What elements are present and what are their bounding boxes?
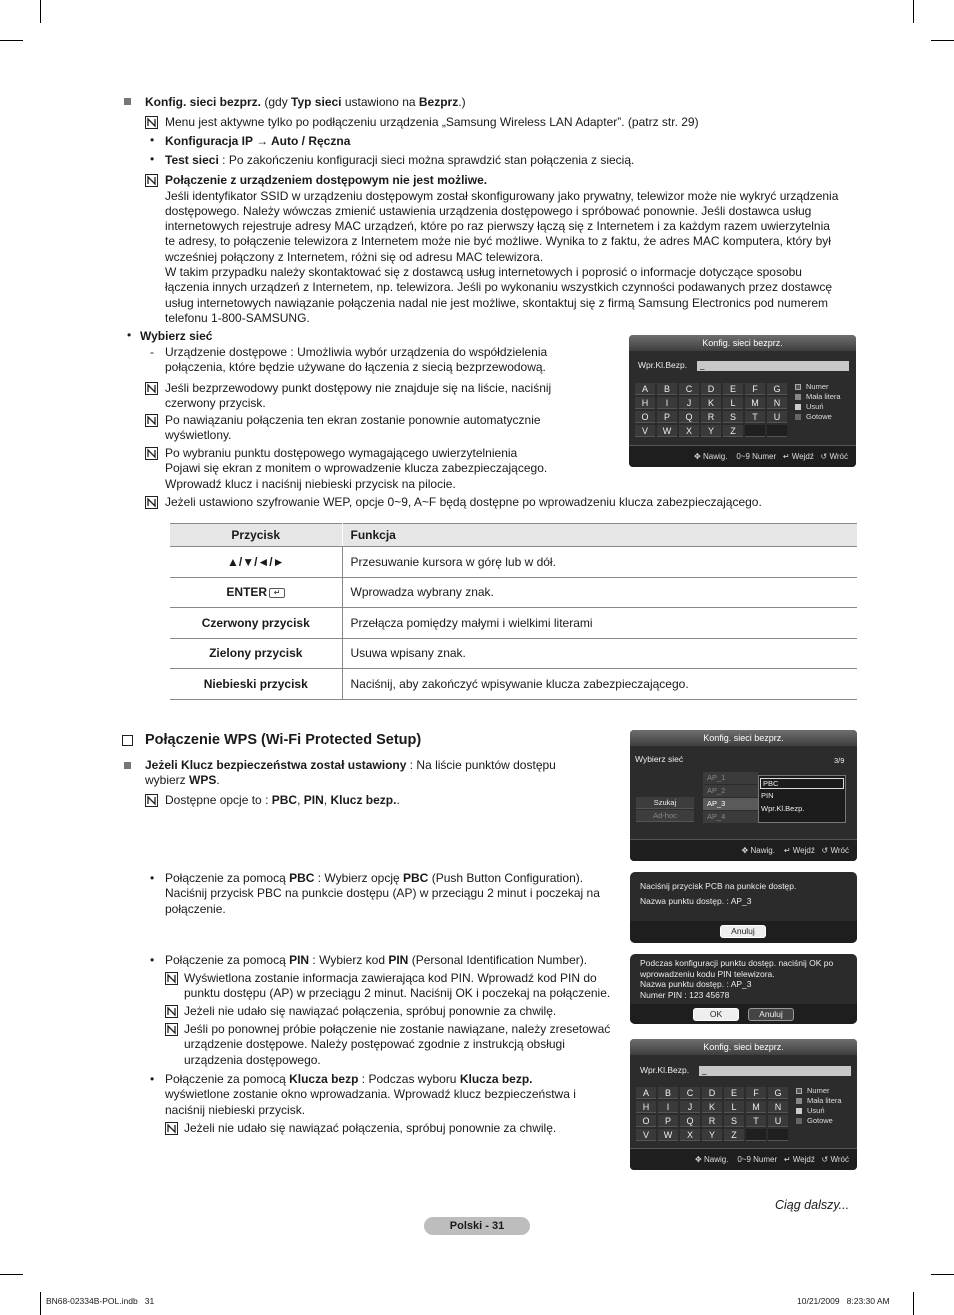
note-icon — [145, 794, 158, 807]
note-auth-line: Wprowadź klucz i naciśnij niebieski przycisk na pilocie. — [165, 476, 456, 491]
note-icon — [145, 447, 158, 460]
key-field-label: Wpr.Kl.Bezp. — [638, 360, 688, 370]
key-m[interactable]: M — [745, 397, 765, 409]
green-button-icon — [796, 1108, 802, 1114]
table-cell-func: Przełącza pomiędzy małymi i wielkimi literami — [342, 608, 857, 639]
key-line — [165, 1072, 533, 1087]
wps-intro-wps: WPS — [189, 773, 217, 788]
key-t[interactable]: T — [745, 411, 765, 423]
note-connection-line: wcześniej połączony z Internetem, różni się od adresu MAC telewizora. — [165, 249, 544, 264]
key-blank — [768, 1129, 788, 1141]
pbc-e: (Push Button Configuration). — [428, 871, 584, 885]
wps-intro-rest: : Na liście punktów dostępu — [406, 758, 556, 772]
table-row — [170, 608, 857, 639]
key-x[interactable]: X — [679, 425, 699, 437]
note-ap-line: Jeśli bezprzewodowy punkt dostępowy nie znajduje się na liście, naciśnij — [165, 381, 552, 395]
screen-title: Konfig. sieci bezprz. — [630, 730, 857, 746]
legend-item: Numer — [806, 382, 829, 391]
key-n[interactable]: N — [767, 397, 787, 409]
footer-num: Numer — [753, 1155, 778, 1164]
print-file-info: BN68-02334B-POL.indb 31 — [46, 1296, 155, 1306]
key-i[interactable]: I — [658, 1101, 678, 1113]
print-date-info: 10/21/2009 8:23:30 AM — [797, 1296, 890, 1306]
note-icon — [145, 496, 158, 509]
ap-list-item-selected[interactable]: AP_3 — [703, 798, 758, 810]
footer-enter: Wejdź — [792, 1155, 815, 1164]
key-v[interactable]: V — [635, 425, 655, 437]
dialog-pin-line: wprowadzeniu kodu PIN telewizora. — [640, 968, 775, 979]
key-o[interactable]: O — [635, 411, 655, 423]
table-cell-func: Wprowadza wybrany znak. — [342, 577, 857, 608]
note-connection-line: usług internetowych nawiązanie połączenia nadal nie jest możliwe, skontaktuj się z firmą Samsung Electronics pod numerem — [165, 295, 828, 310]
note-connection-line: Jeśli identyfikator SSID w urządzeniu dostępowym został skonfigurowany jako prywatny, telewizor może nie wykryć urządzenia — [165, 188, 839, 203]
pbc-d: PBC — [403, 871, 429, 885]
bullet-test-label: Test sieci — [165, 153, 219, 167]
key-field-input[interactable]: _ — [699, 1066, 851, 1076]
legend-item: Numer — [807, 1086, 830, 1095]
key-b[interactable]: B — [658, 1087, 678, 1099]
note-reconnect-line: wyświetlony. — [165, 428, 232, 443]
note-icon — [165, 1005, 178, 1018]
footer-nav: Nawig. — [750, 846, 775, 855]
legend-item: Gotowe — [807, 1116, 833, 1125]
number-keys-icon: 0~9 — [736, 452, 750, 461]
header-typ: Typ sieci — [291, 95, 342, 109]
key-b-text: Klucza bezp — [289, 1072, 359, 1086]
crop-mark — [913, 0, 914, 23]
screen-footer — [630, 1148, 857, 1170]
table-cell-key — [170, 577, 342, 608]
pin-e: (Personal Identification Number). — [408, 953, 588, 967]
key-q[interactable]: Q — [680, 1115, 700, 1127]
key-d-text: Klucza bezp. — [459, 1072, 533, 1086]
pin-note2: Jeżeli nie udało się nawiązać połączenia, spróbuj ponownie za chwilę. — [184, 1004, 557, 1018]
table-row — [170, 577, 857, 608]
pin-note3-line: urządzenia dostępowego. — [184, 1052, 321, 1067]
key-u[interactable]: U — [768, 1115, 788, 1127]
menu-item-key[interactable]: Wpr.Kl.Bezp. — [761, 804, 805, 813]
note-adapter: Menu jest aktywne tylko po podłączeniu urządzenia „Samsung Wireless LAN Adapter”. (patrz str. 29) — [165, 115, 699, 129]
enter-icon: ↵ — [783, 1155, 791, 1164]
red-button-icon — [795, 394, 801, 400]
cancel-button[interactable]: Anuluj — [748, 1008, 794, 1021]
note-connection-line: internetowych rejestruje adresy MAC urządzeń, które po raz pierwszy łączą się z Internetem i za każdym razem uwierzytelnia — [165, 219, 830, 234]
table-cell-key: Niebieski przycisk — [170, 669, 342, 700]
bullet-dot: • — [150, 953, 155, 967]
blue-button-icon — [795, 414, 801, 420]
pbc-c: : Wybierz opcję — [314, 871, 404, 885]
wps-intro-dot: . — [216, 773, 220, 788]
return-icon: ↺ — [820, 452, 828, 461]
header-end: .) — [458, 95, 466, 109]
pbc-b: PBC — [289, 871, 315, 885]
nav-icon: ✥ — [694, 452, 701, 461]
table-row — [170, 547, 857, 578]
header-mid2: ustawiono na — [341, 95, 419, 109]
option-key: Klucz bezp. — [330, 793, 397, 807]
crop-mark — [0, 1274, 23, 1275]
bullet-test-text: : Po zakończeniu konfiguracji sieci można sprawdzić stan połączenia z siecią. — [218, 153, 635, 167]
option-pin: PIN — [303, 793, 324, 807]
key-d[interactable]: D — [701, 383, 721, 395]
table-cell-func: Przesuwanie kursora w górę lub w dół. — [342, 547, 857, 578]
key-y[interactable]: Y — [702, 1129, 722, 1141]
number-key-icon — [795, 384, 801, 390]
footer-enter: Wejdź — [791, 452, 814, 461]
bullet-dot: • — [150, 871, 155, 885]
screen-title: Konfig. sieci bezprz. — [630, 1039, 857, 1055]
dash-line: Urządzenie dostępowe : Umożliwia wybór urządzenia do współdzielenia — [165, 345, 548, 359]
screen-title: Konfig. sieci bezprz. — [629, 335, 856, 351]
section-checkbox-icon — [122, 735, 133, 746]
note-connection-title: Połączenie z urządzeniem dostępowym nie jest możliwe. — [165, 173, 488, 187]
key-r[interactable]: R — [701, 411, 721, 423]
key-i[interactable]: I — [657, 397, 677, 409]
red-button-icon — [796, 1098, 802, 1104]
footer-back: Wróć — [829, 452, 848, 461]
pin-c: : Wybierz kod — [309, 953, 389, 967]
note-icon — [165, 1023, 178, 1036]
key-s[interactable]: S — [723, 411, 743, 423]
note-connection-line: telefonu 1-800-SAMSUNG. — [165, 310, 310, 325]
key-l[interactable]: L — [723, 397, 743, 409]
key-r[interactable]: R — [702, 1115, 722, 1127]
key-l[interactable]: L — [724, 1101, 744, 1113]
header-val: Bezprz — [418, 95, 459, 109]
key-v[interactable]: V — [636, 1129, 656, 1141]
note-connection-line: łączenia innych urządzeń z Internetem, np. telewizora. Jeśli po wykonaniu wszystkich czynności podawanych przez dostawcę — [165, 280, 832, 295]
key-m[interactable]: M — [746, 1101, 766, 1113]
key-t[interactable]: T — [746, 1115, 766, 1127]
page-indicator: 3/9 — [834, 756, 845, 765]
pin-note3-line: urządzenie dostępowe. Należy postępować zgodnie z instrukcją obsługi — [184, 1037, 565, 1052]
key-h[interactable]: H — [635, 397, 655, 409]
key-a[interactable]: A — [636, 1087, 656, 1099]
dialog-pbc-line: Nazwa punktu dostęp. : AP_3 — [640, 896, 752, 906]
key-k[interactable]: K — [702, 1101, 722, 1113]
tv-screen-select-network — [630, 730, 857, 861]
tv-screen-keyboard-2 — [630, 1039, 857, 1170]
keyboard-legend — [795, 382, 841, 422]
return-icon: ↺ — [821, 1155, 829, 1164]
key-z[interactable]: Z — [724, 1129, 744, 1141]
key-field-input[interactable]: _ — [697, 361, 849, 371]
key-z[interactable]: Z — [723, 425, 743, 437]
key-s[interactable]: S — [724, 1115, 744, 1127]
wps-section-title: Połączenie WPS (Wi-Fi Protected Setup) — [145, 732, 422, 748]
crop-mark — [0, 40, 23, 41]
square-bullet-icon — [124, 98, 131, 105]
note-auth-line: Po wybraniu punktu dostępowego wymagającego uwierzytelnienia — [165, 446, 518, 460]
wps-popup-menu — [758, 775, 846, 823]
pbc-desc-line: Naciśnij przycisk PBC na punkcie dostępu (AP) w przeciągu 2 minut i poczekaj na — [165, 886, 600, 901]
continued-label: Ciąg dalszy... — [775, 1198, 850, 1212]
key-b[interactable]: B — [657, 383, 677, 395]
key-blank — [767, 425, 787, 437]
pin-line — [165, 953, 587, 968]
bullet-dot: • — [150, 133, 155, 147]
bullet-dot: • — [127, 328, 132, 342]
key-p[interactable]: P — [657, 411, 677, 423]
note-connection-line: te adresy, to połączenie telewizora z Internetem może nie być możliwe. Wynika to z faktu, że adres MAC komputera, który był — [165, 234, 831, 249]
key-x[interactable]: X — [680, 1129, 700, 1141]
footer-enter: Wejdź — [792, 846, 815, 855]
number-key-icon — [796, 1088, 802, 1094]
bullet-test — [165, 153, 634, 168]
screen-footer — [629, 445, 856, 467]
pbc-line — [165, 871, 583, 886]
key-blank — [745, 425, 765, 437]
key-n[interactable]: N — [768, 1101, 788, 1113]
legend-item: Mała litera — [807, 1096, 842, 1105]
key-u[interactable]: U — [767, 411, 787, 423]
wps-options: Dostępne opcje to : PBC, PIN, Klucz bezp.. — [165, 793, 400, 807]
table-header-row — [170, 524, 857, 547]
note-reconnect-line: Po nawiązaniu połączenia ten ekran zostanie ponownie automatycznie — [165, 413, 541, 427]
key-w[interactable]: W — [657, 425, 677, 437]
note-icon — [145, 116, 158, 129]
table-cell-key: Czerwony przycisk — [170, 608, 342, 639]
note-auth-line: Pojawi się ekran z monitem o wprowadzenie klucza zabezpieczającego. — [165, 461, 548, 476]
note-icon — [145, 414, 158, 427]
ap-list-item[interactable]: AP_4 — [703, 811, 758, 823]
key-desc-line: naciśnij niebieski przycisk. — [165, 1102, 306, 1117]
nav-icon: ✥ — [695, 1155, 702, 1164]
legend-item: Mała litera — [806, 392, 841, 401]
header-label: Konfig. sieci bezprz. — [145, 95, 262, 109]
enter-icon: ↵ — [782, 452, 790, 461]
page-number-badge: Polski - 31 — [424, 1217, 530, 1235]
header-mid: (gdy — [261, 95, 292, 109]
crop-mark — [931, 40, 954, 41]
table-cell-func: Naciśnij, aby zakończyć wpisywanie klucza zabezpieczającego. — [342, 669, 857, 700]
crop-mark — [931, 1274, 954, 1275]
note-wep: Jeżeli ustawiono szyfrowanie WEP, opcje 0~9, A~F będą dostępne po wprowadzeniu klucza zabezpieczającego. — [165, 495, 762, 509]
key-d[interactable]: D — [702, 1087, 722, 1099]
note-connection-line: W takim przypadku należy skontaktować się z dostawcą usług internetowych i poprosić o informacje dotyczące sposobu — [165, 265, 802, 279]
note-icon — [165, 972, 178, 985]
crop-mark — [40, 1292, 41, 1315]
footer-back: Wróć — [830, 846, 849, 855]
ok-button[interactable]: OK — [693, 1008, 739, 1021]
ap-list-item[interactable]: AP_2 — [703, 785, 758, 797]
crop-mark — [40, 0, 41, 23]
key-note: Jeżeli nie udało się nawiązać połączenia, spróbuj ponownie za chwilę. — [184, 1121, 557, 1135]
menu-item-pin[interactable]: PIN — [761, 791, 774, 800]
adhoc-button[interactable]: Ad-hoc — [636, 810, 694, 822]
pin-note3-line: Jeśli po ponownej próbie połączenie nie zostanie nawiązane, należy zresetować — [184, 1022, 611, 1036]
table-cell-key: Zielony przycisk — [170, 638, 342, 669]
key-j[interactable]: J — [680, 1101, 700, 1113]
dialog-pbc-line: Naciśnij przycisk PCB na punkcie dostęp. — [640, 881, 797, 891]
return-icon: ↺ — [821, 846, 829, 855]
wps-intro-line2 — [145, 773, 220, 788]
key-g[interactable]: G — [768, 1087, 788, 1099]
ap-list-item[interactable]: AP_1 — [703, 772, 758, 784]
dash-line: połączenia, które będzie używane do łączenia z siecią bezprzewodową. — [165, 360, 546, 375]
note-icon — [165, 1122, 178, 1135]
key-a-text: Połączenie za pomocą — [165, 1072, 290, 1086]
pin-d: PIN — [388, 953, 409, 967]
table-header: Funkcja — [342, 524, 857, 547]
key-h[interactable]: H — [636, 1101, 656, 1113]
table-cell-key: ▲/▼/◄/► — [170, 547, 342, 578]
key-o[interactable]: O — [636, 1115, 656, 1127]
key-a[interactable]: A — [635, 383, 655, 395]
table-row — [170, 638, 857, 669]
search-button[interactable]: Szukaj — [636, 797, 694, 809]
keyboard-legend — [796, 1086, 842, 1126]
note-connection-line: dostępowego. Należy wówczas zmienić ustawienia urządzenia dostępowego i spróbować ponownie. Jeśli dostawca usług — [165, 203, 812, 218]
key-desc-line: wyświetlone zostanie okno wprowadzania. Wprowadź klucz bezpieczeństwa i — [165, 1087, 576, 1102]
key-c-text: : Podczas wyboru — [358, 1072, 460, 1086]
dialog-pin-line: Nazwa punktu dostęp. : AP_3 — [640, 979, 752, 989]
pin-b: PIN — [289, 953, 310, 967]
section1-header — [145, 95, 466, 110]
key-q[interactable]: Q — [679, 411, 699, 423]
number-keys-icon: 0~9 — [737, 1155, 751, 1164]
pin-note1-line: Wyświetlona zostanie informacja zawierająca kod PIN. Wprowadź kod PIN do — [184, 971, 597, 985]
wps-intro-bold: Jeżeli Klucz bezpieczeństwa został ustawiony — [145, 758, 407, 772]
bullet-dot: • — [150, 1072, 155, 1086]
key-p[interactable]: P — [658, 1115, 678, 1127]
pin-a: Połączenie za pomocą — [165, 953, 290, 967]
note-icon — [145, 382, 158, 395]
footer-nav: Nawig. — [702, 452, 728, 461]
key-f[interactable]: F — [746, 1087, 766, 1099]
key-y[interactable]: Y — [701, 425, 721, 437]
menu-item-pbc[interactable]: PBC — [760, 778, 844, 789]
footer-nav: Nawig. — [703, 1155, 729, 1164]
enter-key-label: ENTER — [226, 585, 268, 600]
bullet-ip-config: Konfiguracja IP → Auto / Ręczna — [165, 134, 351, 148]
enter-key-icon: ↵ — [269, 588, 285, 598]
dialog-bar — [630, 1004, 857, 1024]
table-row — [170, 669, 857, 700]
table-header: Przycisk — [170, 524, 342, 547]
dialog-pin-line: Numer PIN : 123 45678 — [640, 989, 730, 1000]
pbc-desc-line: połączenie. — [165, 901, 226, 916]
nav-icon: ✥ — [741, 846, 749, 855]
green-button-icon — [795, 404, 801, 410]
note-ap-line: czerwony przycisk. — [165, 396, 266, 411]
footer-num: Numer — [752, 452, 777, 461]
table-cell-func: Usuwa wpisany znak. — [342, 638, 857, 669]
key-f[interactable]: F — [745, 383, 765, 395]
footer-back: Wróć — [830, 1155, 849, 1164]
key-w[interactable]: W — [658, 1129, 678, 1141]
wybierz-title: Wybierz sieć — [140, 329, 213, 343]
options-prefix: Dostępne opcje to : — [165, 793, 272, 807]
key-k[interactable]: K — [701, 397, 721, 409]
legend-item: Usuń — [806, 402, 824, 411]
key-blank — [746, 1129, 766, 1141]
square-bullet-icon — [124, 762, 131, 769]
legend-item: Gotowe — [806, 412, 832, 421]
enter-icon: ↵ — [783, 846, 791, 855]
key-g[interactable]: G — [767, 383, 787, 395]
blue-button-icon — [796, 1118, 802, 1124]
key-field-label: Wpr.Kl.Bezp. — [640, 1065, 690, 1075]
crop-mark — [913, 1292, 914, 1315]
dash: - — [150, 345, 154, 359]
cancel-button[interactable]: Anuluj — [720, 925, 766, 938]
button-function-table — [170, 523, 857, 700]
screen-footer — [630, 839, 857, 861]
key-e[interactable]: E — [723, 383, 743, 395]
legend-item: Usuń — [807, 1106, 825, 1115]
wps-intro-text: wybierz — [145, 773, 190, 788]
key-j[interactable]: J — [679, 397, 699, 409]
key-e[interactable]: E — [724, 1087, 744, 1099]
select-label: Wybierz sieć — [635, 754, 684, 764]
wps-intro — [145, 758, 556, 773]
pbc-a: Połączenie za pomocą — [165, 871, 290, 885]
tv-screen-keyboard — [629, 335, 856, 467]
key-c[interactable]: C — [679, 383, 699, 395]
dialog-pbc — [630, 872, 857, 943]
pin-note1-line: punktu dostępu (AP) w przeciągu 2 minut. Naciśnij OK i poczekaj na połączenie. — [184, 986, 611, 1001]
dialog-pin-line: Podczas konfiguracji punktu dostęp. naciśnij OK po — [640, 958, 834, 968]
note-icon — [145, 174, 158, 187]
option-pbc: PBC — [271, 793, 298, 807]
bullet-dot: • — [150, 152, 155, 166]
dialog-pin — [630, 954, 857, 1024]
key-c[interactable]: C — [680, 1087, 700, 1099]
